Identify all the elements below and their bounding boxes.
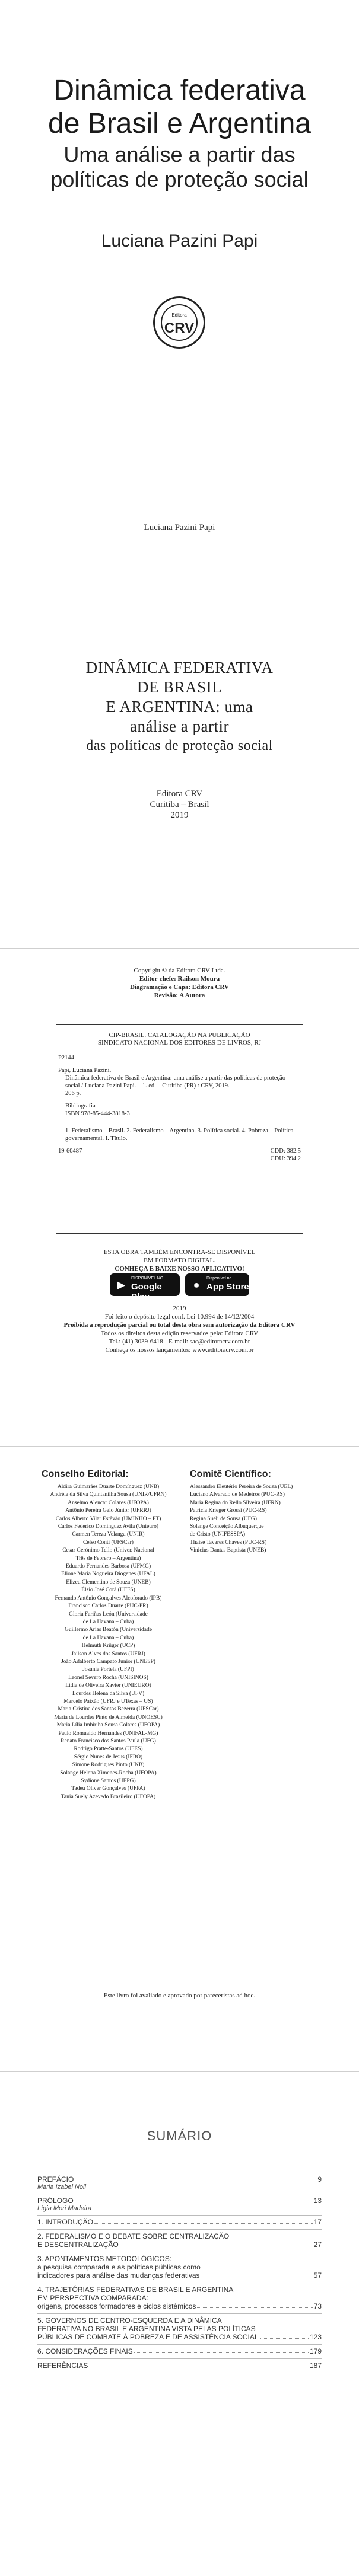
legal-notice <box>0 1304 359 1354</box>
toc-leader <box>94 2223 313 2224</box>
member-name: Tania Suely Azevedo Brasileiro (UFOPA) <box>61 1793 156 1800</box>
cover-subtitle-line: Uma análise a partir das <box>63 142 296 167</box>
toc-page-number: 179 <box>309 2347 322 2355</box>
ebook-line: ESTA OBRA TAMBÉM ENCONTRA-SE DISPONÍVEL <box>103 1249 256 1256</box>
badge-small-text: DISPONÍVEL NO <box>131 1276 164 1281</box>
catalog-entry: 206 p. <box>65 1090 81 1097</box>
member-name: Simone Rodrigues Pinto (UNB) <box>72 1762 145 1769</box>
member-name: Carlos Federico Dominguez Avila (Unieuro) <box>58 1524 159 1530</box>
member-name: Três de Febrero – Argentina) <box>75 1555 141 1562</box>
member-name: de La Havana – Cuba) <box>82 1619 134 1625</box>
cover-title-line: Dinâmica federativa <box>53 75 306 106</box>
member-name: Luciano Alvarado de Medeiros (PUC-RS) <box>190 1492 285 1498</box>
toc-page-number: 123 <box>309 2333 322 2341</box>
member-name: Vinicius Dantas Baptista (UNEB) <box>190 1547 266 1554</box>
toc-label: 2. FEDERALISMO E O DEBATE SOBRE CENTRALIZAÇÃO <box>37 2232 230 2240</box>
member-name: Élsio José Corá (UFFS) <box>81 1587 135 1594</box>
toc-label: 5. GOVERNOS DE CENTRO-ESQUERDA E A DINÂMICA <box>37 2316 222 2325</box>
app-store-badge[interactable] <box>185 1273 249 1296</box>
toc-label: FEDERATIVA NO BRASIL E ARGENTINA VISTA PELAS POLÍTICAS <box>37 2325 256 2333</box>
ebook-line: CONHEÇA E BAIXE NOSSO APLICATIVO! <box>115 1265 244 1272</box>
member-name: Lourdes Helena da Silva (UFV) <box>72 1690 145 1697</box>
toc-line <box>37 2333 322 2341</box>
toc-entry[interactable] <box>37 2230 322 2252</box>
toc-line <box>37 2232 322 2240</box>
legal-year: 2019 <box>173 1305 186 1312</box>
member-name: Elizeu Clementino de Souza (UNEB) <box>66 1579 151 1585</box>
badge-big-text: Google Play <box>131 1282 162 1302</box>
toc-line <box>37 2271 322 2280</box>
publisher-logo-ring <box>161 304 198 341</box>
member-name: Celso Conti (UFSCar) <box>83 1539 134 1546</box>
publication-year: 2019 <box>170 810 189 820</box>
catalog-isbn: ISBN 978-85-444-3818-3 <box>65 1110 130 1117</box>
scientific-committee <box>190 1469 326 1555</box>
editorial-board <box>42 1469 175 1801</box>
member-name: Eduardo Fernandes Barbosa (UFMG) <box>65 1563 151 1570</box>
toc-page-number: 57 <box>313 2271 322 2280</box>
toc-page-number: 17 <box>313 2218 322 2226</box>
toc-line <box>37 2302 322 2310</box>
publisher-logo <box>153 296 205 349</box>
title-page-author: Luciana Pazini Papi <box>144 523 215 532</box>
toc-line <box>37 2361 322 2370</box>
ebook-line: EM FORMATO DIGITAL. <box>144 1257 215 1264</box>
toc-line <box>37 2285 322 2294</box>
catalog-code: P2144 <box>58 1055 74 1061</box>
title-line: E ARGENTINA: uma análise a partir <box>106 698 253 735</box>
member-name: Maria de Lourdes Pinto de Almeida (UNOESC) <box>54 1714 163 1720</box>
member-name: Elione Maria Nogueira Diogenes (UFAL) <box>61 1571 155 1578</box>
toc-entry[interactable] <box>37 2283 322 2314</box>
toc-page-number: 27 <box>313 2240 322 2249</box>
toc-line <box>37 2175 322 2184</box>
member-name: Josania Portela (UFPI) <box>82 1667 134 1673</box>
toc-line <box>37 2263 322 2271</box>
member-name: Patricia Krieger Grossi (PUC-RS) <box>190 1508 267 1514</box>
toc-label: 3. APONTAMENTOS METODOLÓGICOS: <box>37 2255 172 2263</box>
member-name: Helmuth Krüger (UCP) <box>81 1643 135 1649</box>
toc-page-number: 9 <box>317 2175 322 2184</box>
member-name: Sydione Santos (UEPG) <box>81 1778 136 1785</box>
catalog-subjects: 1. Federalismo – Brasil. 2. Federalismo – Argentina. 3. Política social. 4. Pobreza – Política governamental. I. Título. <box>65 1128 294 1142</box>
catalog-heading-line: CIP-BRASIL. CATALOGAÇÃO NA PUBLICAÇÃO <box>109 1032 250 1039</box>
member-name: Marcelo Paixão (UFRJ e UTexas – US) <box>63 1698 153 1704</box>
catalog-number: 19-60487 <box>58 1148 82 1154</box>
toc-entry[interactable] <box>37 2252 322 2283</box>
logo-top-text: Editora <box>171 312 187 318</box>
toc-entry[interactable] <box>37 2194 322 2216</box>
toc-label: REFERÊNCIAS <box>37 2361 88 2370</box>
catalog-entry: Dinâmica federativa de Brasil e Argentina: uma análise a partir das políticas de proteção social / Luciana Pazini Papi. – 1. ed. – Curitiba (PR) : CRV, 2019. <box>65 1075 285 1089</box>
member-name: Maria Regina do Rello Silveira (UFRN) <box>190 1499 281 1506</box>
member-name: Lídia de Oliveira Xavier (UNIEURO) <box>65 1683 151 1689</box>
member-name: Maria Lília Imbiriba Sousa Colares (UFOPA) <box>56 1722 160 1729</box>
member-name: Paulo Romualdo Hernandes (UNIFAL-MG) <box>58 1730 158 1737</box>
toc-line <box>37 2255 322 2263</box>
title-line: DINÂMICA FEDERATIVA DE BRASIL <box>85 659 274 696</box>
toc-label: 1. INTRODUÇÃO <box>37 2218 94 2226</box>
toc-author: Lígia Mori Madeira <box>37 2205 92 2212</box>
legal-line: Tel.: (41) 3039-6418 - E-mail: sac@editoracrv.com.br <box>109 1338 250 1345</box>
toc-page-number: 73 <box>313 2302 322 2310</box>
toc-entry[interactable] <box>37 2216 322 2230</box>
toc-leader <box>197 2307 312 2308</box>
catalog-record <box>58 1054 301 1163</box>
council-page <box>0 1447 359 2072</box>
toc-page-number: 13 <box>313 2197 322 2205</box>
cover-subtitle <box>0 142 359 192</box>
catalog-entry: Papi, Luciana Pazini. <box>58 1067 112 1074</box>
publisher-name: Editora CRV <box>156 789 203 799</box>
member-name: Thaíse Tavares Chaves (PUC-RS) <box>190 1539 267 1546</box>
title-line: das políticas de proteção social <box>86 738 273 754</box>
toc-label: a pesquisa comparada e as políticas públicas como <box>37 2263 201 2271</box>
toc-line <box>37 2347 322 2355</box>
copyright-line: Copyright © da Editora CRV Ltda. <box>134 967 225 974</box>
toc-label: 6. CONSIDERAÇÕES FINAIS <box>37 2347 133 2355</box>
toc-line <box>37 2294 322 2302</box>
toc-entry[interactable] <box>37 2173 322 2194</box>
toc-page-number: 187 <box>309 2361 322 2370</box>
editorial-list <box>42 1483 175 1801</box>
toc-label: PRÓLOGO <box>37 2197 74 2205</box>
catalog-class-row <box>58 1155 301 1163</box>
member-name: Rodrigo Pratte-Santos (UFES) <box>74 1746 143 1753</box>
title-page <box>0 474 359 949</box>
member-name: Solange Helena Ximenes-Rocha (UFOPA) <box>60 1770 157 1776</box>
member-name: Carmen Tereza Velanga (UNIR) <box>72 1531 145 1538</box>
member-name: Guillermo Arias Beatón (Universidade <box>65 1627 152 1633</box>
cdu: CDU: 394.2 <box>270 1155 301 1162</box>
cover-title <box>0 74 359 141</box>
review-line: Revisão: A Autora <box>154 992 205 999</box>
divider <box>56 1233 303 1234</box>
toc-label: indicadores para análise das mudanças federativas <box>37 2271 200 2280</box>
play-icon: ▶ <box>117 1279 125 1291</box>
toc-entry[interactable] <box>37 2345 322 2359</box>
member-name: Andréia da Silva Quintanilha Sousa (UNIR/UFRN) <box>50 1492 167 1498</box>
member-name: Maria Cristina dos Santos Bezerra (UFSCar) <box>58 1706 159 1713</box>
toc-line <box>37 2316 322 2325</box>
member-name: Regina Sueli de Sousa (UFG) <box>190 1515 257 1522</box>
legal-line: Foi feito o depósito legal conf. Lei 10.994 de 14/12/2004 <box>104 1313 255 1320</box>
contents-list <box>37 2173 322 2373</box>
scientific-list <box>190 1483 326 1555</box>
layout-line: Diagramação e Capa: Editora CRV <box>129 984 230 991</box>
member-name: Leonel Severo Rocha (UNISINOS) <box>68 1674 148 1681</box>
toc-label: PREFÁCIO <box>37 2175 74 2184</box>
member-name: Anselmo Alencar Colares (UFOPA) <box>68 1499 149 1506</box>
toc-label: E DESCENTRALIZAÇÃO <box>37 2240 119 2249</box>
publisher-city: Curitiba – Brasil <box>150 800 209 809</box>
toc-label: PÚBLICAS DE COMBATE À POBREZA E DE ASSISTÊNCIA SOCIAL <box>37 2333 259 2341</box>
member-name: Fernando Antônio Gonçalves Alcoforado (IPB) <box>55 1595 162 1601</box>
scientific-heading: Comitê Científico: <box>190 1469 271 1479</box>
cover-page <box>0 0 359 474</box>
legal-line: Conheça os nossos lançamentos: www.editoracrv.com.br <box>105 1346 254 1354</box>
member-name: Antônio Pereira Gaio Júnior (UFRRJ) <box>65 1508 151 1514</box>
toc-author: Maria Izabel Noll <box>37 2184 86 2191</box>
member-name: Jailson Alves dos Santos (UFRJ) <box>71 1651 145 1657</box>
toc-entry[interactable] <box>37 2314 322 2345</box>
member-name: Sérgio Nunes de Jesus (IFRO) <box>74 1754 143 1760</box>
member-name: Alessandro Eleutério Pereira de Souza (UEL) <box>190 1484 293 1490</box>
toc-label: 4. TRAJETÓRIAS FEDERATIVAS DE BRASIL E ARGENTINA <box>37 2285 234 2294</box>
member-name: Tadeu Oliver Gonçalves (UFPA) <box>71 1786 145 1792</box>
member-name: Francisco Carlos Duarte (PUC-PR) <box>68 1603 148 1610</box>
toc-line <box>37 2240 322 2249</box>
toc-leader <box>134 2352 309 2353</box>
toc-label: origens, processos formadores e ciclos sistêmicos <box>37 2302 196 2310</box>
contents-title: SUMÁRIO <box>147 2128 212 2143</box>
member-name: Carlos Alberto Vilar Estêvão (UMINHO – PT) <box>55 1515 161 1522</box>
toc-line <box>37 2197 322 2205</box>
title-page-title <box>83 658 276 756</box>
logo-main-text: CRV <box>164 320 195 336</box>
apple-icon: ● <box>193 1279 200 1291</box>
member-name: Renato Francisco dos Santos Paula (UFG) <box>61 1738 156 1744</box>
legal-line: Proibida a reprodução parcial ou total desta obra sem autorização da Editora CRV <box>63 1321 296 1329</box>
catalog-heading <box>0 1032 359 1047</box>
badge-small-text: Disponível na <box>206 1276 232 1281</box>
toc-leader <box>260 2338 309 2339</box>
legal-line: Todos os direitos desta edição reservados pela: Editora CRV <box>100 1330 259 1337</box>
cover-subtitle-line: políticas de proteção social <box>50 167 309 191</box>
divider <box>56 1024 303 1025</box>
contents-page <box>0 2072 359 2576</box>
ebook-notice <box>0 1248 359 1273</box>
copyright-page <box>0 949 359 1447</box>
editor-line: Editor-chefe: Railson Moura <box>139 975 220 982</box>
catalog-biblio: Bibliografia <box>65 1103 96 1109</box>
toc-label: EM PERSPECTIVA COMPARADA: <box>37 2294 148 2302</box>
badge-big-text: App Store <box>206 1282 249 1292</box>
cover-author: Luciana Pazini Papi <box>101 231 258 251</box>
member-name: Cesar Gerónimo Tello (Univer. Nacional <box>62 1547 154 1554</box>
cover-title-line: de Brasil e Argentina <box>48 108 311 139</box>
catalog-heading-line: SINDICATO NACIONAL DOS EDITORES DE LIVROS, RJ <box>97 1039 262 1046</box>
toc-line <box>37 2325 322 2333</box>
copyright-credits <box>0 966 359 1000</box>
member-name: de Cristo (UNIFESSPA) <box>190 1531 246 1538</box>
title-page-imprint <box>0 789 359 821</box>
toc-entry[interactable] <box>37 2359 322 2373</box>
cdd: CDD: 382.5 <box>270 1148 301 1154</box>
member-name: Aldira Guimarães Duarte Domínguez (UNB) <box>57 1484 160 1490</box>
member-name: de La Havana – Cuba) <box>82 1635 134 1641</box>
member-name: João Adalberto Campato Junior (UNESP) <box>61 1658 155 1665</box>
toc-line <box>37 2218 322 2226</box>
catalog-class-row <box>58 1147 301 1155</box>
member-name: Gloria Fariñas León (Universidade <box>69 1611 148 1617</box>
member-name: Solange Conceição Albuquerque <box>190 1524 264 1530</box>
peer-review-note: Este livro foi avaliado e aprovado por pareceristas ad hoc. <box>103 1992 256 1999</box>
editorial-heading: Conselho Editorial: <box>42 1469 129 1479</box>
google-play-badge[interactable] <box>110 1273 180 1302</box>
